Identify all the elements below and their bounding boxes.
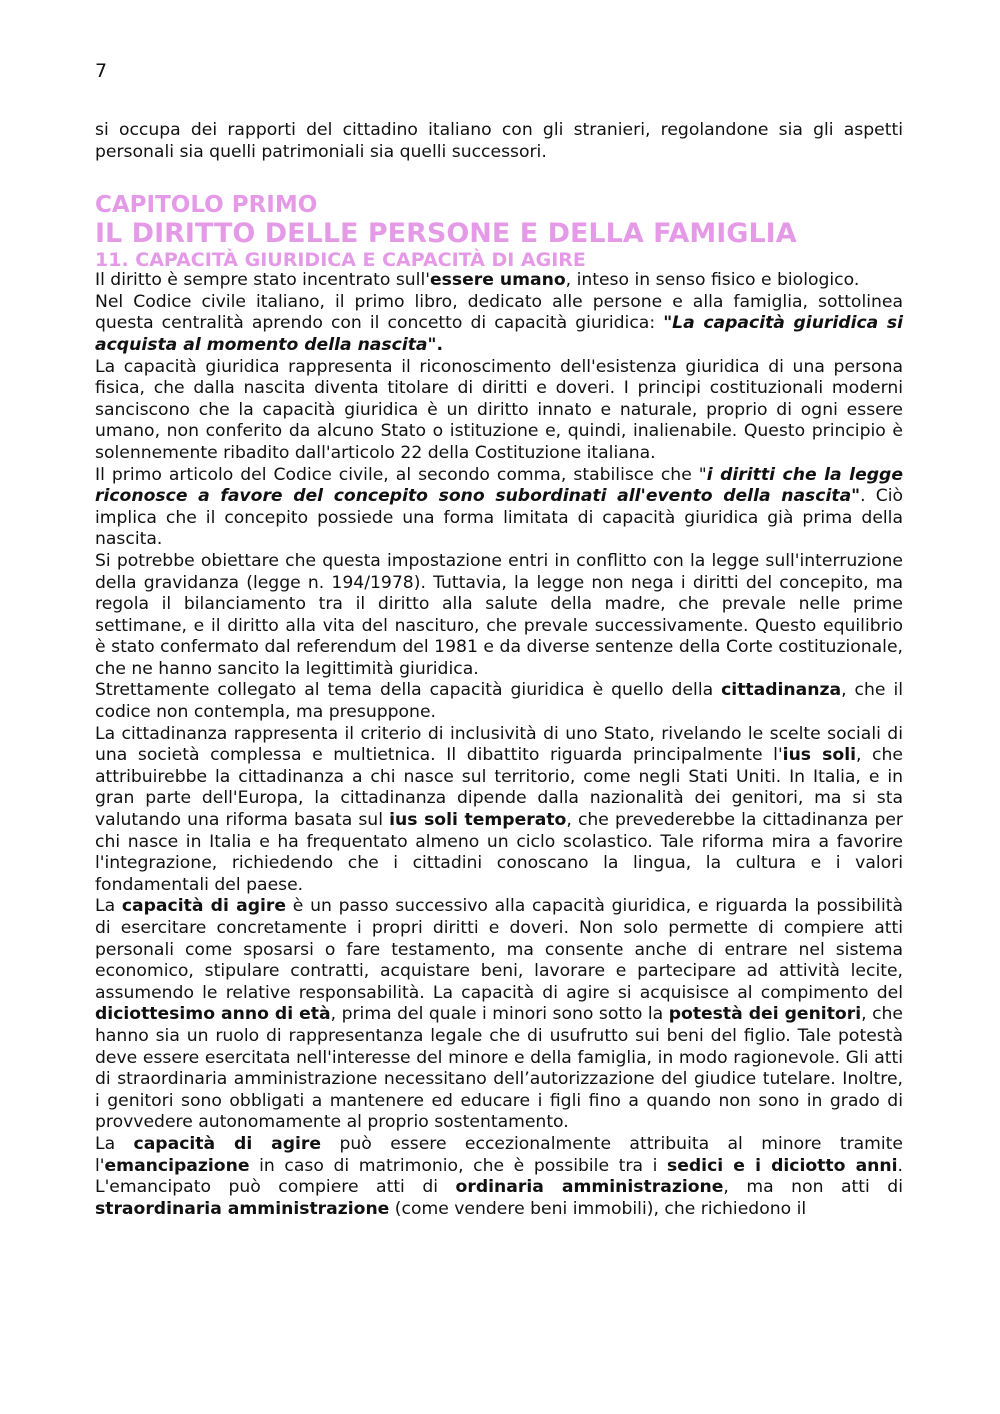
paragraph-6 — [95, 680, 903, 723]
bold-term: cittadinanza — [721, 680, 842, 701]
paragraph-9 — [95, 1134, 903, 1220]
text: La — [95, 896, 122, 917]
bold-term: diciottesimo anno di età — [95, 1004, 331, 1025]
bold-term: ius soli temperato — [389, 810, 567, 831]
paragraph-8 — [95, 896, 903, 1134]
text: , ma non atti di — [723, 1177, 903, 1198]
paragraph-7 — [95, 724, 903, 897]
text: , prima del quale i minori sono sotto la — [330, 1004, 669, 1025]
section-title: 11. CAPACITÀ GIURIDICA E CAPACITÀ DI AGIRE — [95, 249, 586, 272]
bold-term: straordinaria amministrazione — [95, 1198, 390, 1219]
bold-term: capacità di agire — [121, 896, 287, 917]
paragraph-3: La capacità giuridica rappresenta il riconoscimento dell'esistenza giuridica di una persona fisica, che dalla nascita diventa titolare di diritti e doveri. I principi costituzionali moderni sanciscono che la capacità giuridica è un diritto innato e naturale, proprio di ogni essere umano, non conferito da alcuno Stato o istituzione e, quindi, inalienabile. Questo principio è solennemente ribadito dall'articolo 22 della Costituzione italiana. — [95, 356, 903, 463]
text: in caso di matrimonio, che è possibile tra i — [249, 1155, 667, 1176]
bold-term: capacità di agire — [133, 1133, 322, 1154]
text: Il primo articolo del Codice civile, al secondo comma, stabilisce che " — [95, 464, 707, 485]
paragraph-1 — [95, 270, 903, 292]
bold-term: potestà dei genitori — [668, 1004, 862, 1025]
quote-mark: " — [663, 313, 673, 334]
paragraph-2 — [95, 292, 903, 357]
text: può essere eccezionalmente attribuita al minore tramite l' — [95, 1133, 903, 1176]
text: , inteso in senso fisico e biologico. — [565, 270, 860, 291]
text: Il diritto è sempre stato incentrato sull' — [95, 270, 430, 291]
bold-term: emancipazione — [104, 1155, 250, 1176]
intro-paragraph: si occupa dei rapporti del cittadino italiano con gli stranieri, regolandone sia gli aspetti personali sia quelli patrimoniali sia quelli successori. — [95, 120, 903, 162]
text: , che il codice non contempla, ma presuppone. — [95, 680, 903, 723]
chapter-label: CAPITOLO PRIMO — [95, 192, 318, 219]
text: La — [95, 1133, 134, 1154]
bold-italic-quote: La capacità giuridica si acquista al momento della nascita — [95, 313, 904, 355]
text: Strettamente collegato al tema della capacità giuridica è quello della — [95, 680, 722, 701]
text: , che attribuirebbe la cittadinanza a chi nasce sul territorio, come negli Stati Uniti. In Italia, e in gran parte dell'Europa, la cittadinanza dipende dalla nazionalità dei genitori, ma si sta valutando una riforma basata sul — [95, 745, 903, 831]
quote-mark: " — [851, 486, 861, 507]
chapter-title: IL DIRITTO DELLE PERSONE E DELLA FAMIGLIA — [95, 218, 797, 250]
bold-term: ordinaria amministrazione — [455, 1177, 724, 1198]
text: La cittadinanza rappresenta il criterio di inclusività di uno Stato, rivelando le scelte sociali di una società complessa e multietnica. Il dibattito riguarda principalmente l' — [95, 723, 903, 766]
document-body — [95, 120, 903, 1220]
bold-term: essere umano — [429, 270, 566, 291]
paragraph-4 — [95, 465, 903, 551]
bold-italic-quote: i diritti che la legge riconosce a favore del concepito sono subordinati all'evento della nascita — [95, 464, 903, 507]
page-number: 7 — [95, 60, 108, 82]
text: Nel Codice civile italiano, il primo libro, dedicato alle persone e alla famiglia, sottolinea questa centralità aprendo con il concetto di capacità giuridica: — [95, 291, 903, 334]
bold-term: sedici e i diciotto anni — [666, 1155, 898, 1176]
text: (come vendere beni immobili), che richiedono il — [389, 1198, 807, 1219]
text: , che prevederebbe la cittadinanza per chi nasce in Italia e ha frequentato almeno un ciclo scolastico. Tale riforma mira a favorire l'integrazione, richiedendo che i cittadini conoscano la lingua, la cultura e i valori fondamentali del paese. — [95, 810, 903, 895]
bold-term: ius soli — [782, 745, 856, 766]
quote-mark: ". — [427, 334, 444, 355]
text: è un passo successivo alla capacità giuridica, e riguarda la possibilità di esercitare concretamente i propri diritti e doveri. Non solo permette di compiere atti personali come sposarsi o fare testamento, ma consente anche di entrare nel sistema economico, stipulare contratti, acquistare beni, lavorare e partecipare ad attività lecite, assumendo le relative responsabilità. La capacità di agire si acquisisce al compimento del — [95, 896, 903, 1003]
text: . Ciò implica che il concepito possiede una forma limitata di capacità giuridica già prima della nascita. — [95, 486, 904, 550]
text: . L'emancipato può compiere atti di — [95, 1155, 903, 1198]
text: , che hanno sia un ruolo di rappresentanza legale che di usufrutto sui beni del figlio. Tale potestà deve essere esercitata nell'interesse del minore e della famiglia, in modo ragionevole. Gli atti di straordinaria amministrazione necessitano dell’autorizzazione del giudice tutelare. Inoltre, i genitori sono obbligati a mantenere ed educare i figli fino a quando non sono in grado di provvedere autonomamente al proprio sostentamento. — [95, 1004, 903, 1133]
paragraph-5: Si potrebbe obiettare che questa impostazione entri in conflitto con la legge sull'interruzione della gravidanza (legge n. 194/1978). Tuttavia, la legge non nega i diritti del concepito, ma regola il bilanciamento tra il diritto alla salute della madre, che prevale nelle prime settimane, e il diritto alla vita del nascituro, che prevale successivamente. Questo equilibrio è stato confermato dal referendum del 1981 e da diverse sentenze della Corte costituzionale, che ne hanno sancito la legittimità giuridica. — [95, 550, 903, 679]
